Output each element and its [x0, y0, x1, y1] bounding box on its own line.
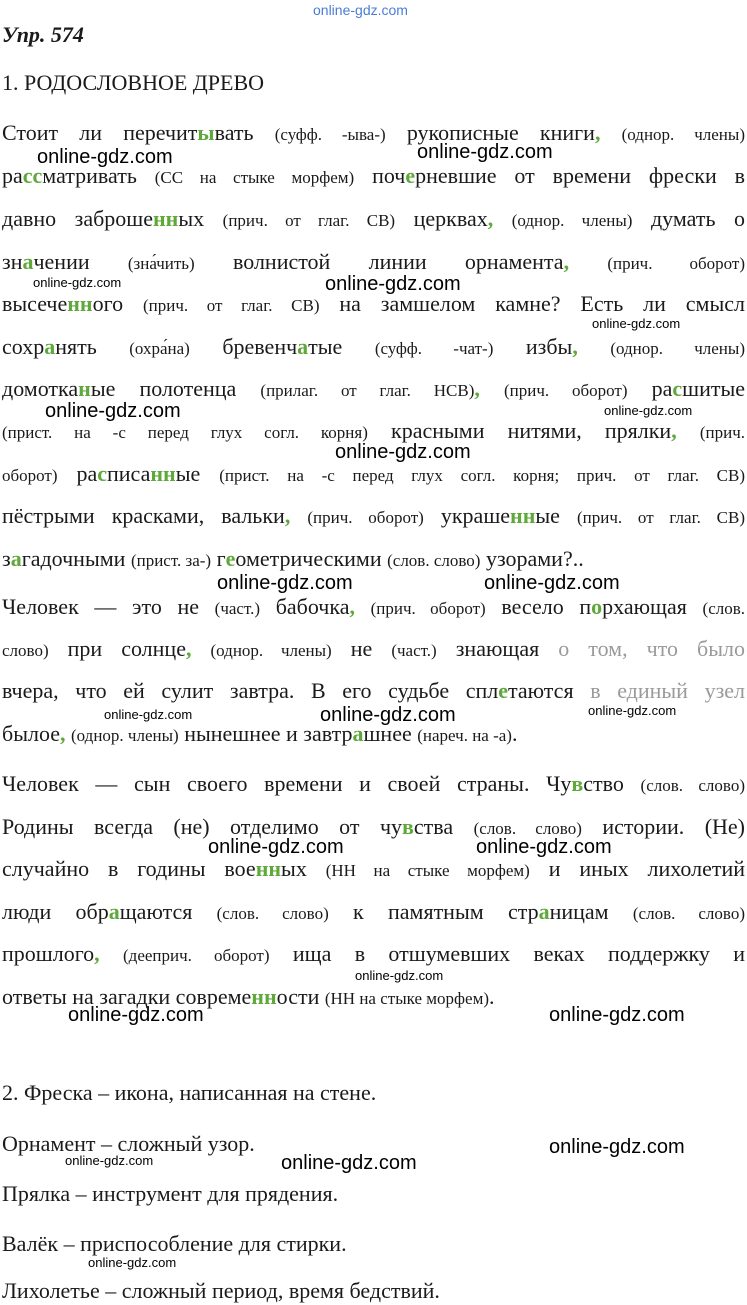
section-1-title: 1. РОДОСЛОВНОЕ ДРЕВО: [2, 70, 265, 95]
paragraph-1-line-6: сохранять (охра́на) бревенчатые (суфф. -чат-) избы, (однор. члены): [2, 334, 745, 359]
definition-hard-times: Лихолетье – сложный период, время бедствий.: [2, 1278, 440, 1303]
watermark: online-gdz.com: [604, 403, 693, 418]
paragraph-1-line-5: высеченного (прич. от глаг. СВ) на замшелом камне? Есть ли смысл: [2, 291, 745, 316]
watermark: online-gdz.com: [37, 146, 173, 168]
watermark: online-gdz.com: [335, 441, 471, 463]
watermark: online-gdz.com: [104, 707, 193, 722]
watermark: online-gdz.com: [417, 141, 553, 163]
watermark: online-gdz.com: [476, 836, 612, 858]
paragraph-2-line-4: былое, (однор. члены) нынешнее и завтрашнее (нареч. на -а).: [2, 721, 518, 746]
definition-fresco: 2. Фреска – икона, написанная на стене.: [2, 1080, 377, 1105]
paragraph-3-line-6: ответы на загадки современности (НН на стыке морфем).: [2, 984, 495, 1009]
exercise-title: Упр. 574: [2, 22, 84, 47]
paragraph-3-line-5: прошлого, (дееприч. оборот) ища в отшумевших веках поддержку и: [2, 941, 745, 966]
paragraph-3-line-4: люди обращаются (слов. слово) к памятным страницам (слов. слово): [2, 899, 745, 924]
watermark: online-gdz.com: [68, 1004, 204, 1026]
watermark: online-gdz.com: [65, 1153, 154, 1168]
watermark: online-gdz.com: [484, 572, 620, 594]
definition-spinning-wheel: Прялка – инструмент для прядения.: [2, 1181, 339, 1206]
paragraph-1-line-9: оборот) расписанные (прист. на -с перед глух согл. корня; прич. от глаг. СВ): [2, 461, 746, 486]
watermark: online-gdz.com: [33, 275, 122, 290]
paragraph-2-line-1: Человек — это не (част.) бабочка, (прич. оборот) весело порхающая (слов.: [2, 594, 745, 619]
paragraph-1-line-4: значении (зна́чить) волнистой линии орнамента, (прич. оборот): [2, 249, 746, 274]
watermark: online-gdz.com: [592, 316, 681, 331]
watermark: online-gdz.com: [549, 1136, 685, 1158]
paragraph-3-line-2: Родины всегда (не) отделимо от чувства (слов. слово) истории. (Не): [2, 814, 746, 839]
watermark: online-gdz.com: [320, 704, 456, 726]
paragraph-3-line-3: случайно в годины военных (НН на стыке морфем) и иных лихолетий: [2, 856, 746, 881]
paragraph-1-line-8: (прист. на -с перед глух согл. корня) красными нитями, прялки, (прич.: [2, 418, 745, 443]
paragraph-2-line-3: вчера, что ей сулит завтра. В его судьбе сплетаются в единый узел: [2, 678, 746, 703]
definition-ornament: Орнамент – сложный узор.: [2, 1131, 255, 1156]
paragraph-2-line-2: слово) при солнце, (однор. члены) не (част.) знающая о том, что было: [2, 636, 745, 661]
watermark: online-gdz.com: [325, 273, 461, 295]
paragraph-1-line-2: рассматривать (СС на стыке морфем) почерневшие от времени фрески в: [2, 163, 746, 188]
watermark: online-gdz.com: [281, 1152, 417, 1174]
watermark: online-gdz.com: [355, 968, 444, 983]
watermark: online-gdz.com: [45, 400, 181, 422]
watermark: online-gdz.com: [208, 836, 344, 858]
paragraph-1-line-3: давно заброшенных (прич. от глаг. СВ) церквах, (однор. члены) думать о: [2, 206, 745, 231]
definition-beetle: Валёк – приспособление для стирки.: [2, 1231, 347, 1256]
watermark: online-gdz.com: [217, 572, 353, 594]
watermark: online-gdz.com: [88, 1255, 177, 1270]
paragraph-1-line-10: пёстрыми красками, вальки, (прич. оборот) украшенные (прич. от глаг. СВ): [2, 503, 745, 528]
paragraph-3-line-1: Человек — сын своего времени и своей страны. Чувство (слов. слово): [2, 771, 745, 796]
watermark-top: online-gdz.com: [313, 2, 408, 18]
paragraph-1-line-7: домотканые полотенца (прилаг. от глаг. НСВ), (прич. оборот) расшитые: [2, 376, 745, 401]
paragraph-1-line-1: Стоит ли перечитывать (суфф. -ыва-) рукописные книги, (однор. члены): [2, 120, 745, 145]
paragraph-1-line-11: загадочными (прист. за-) геометрическими (слов. слово) узорами?..: [2, 546, 584, 571]
watermark: online-gdz.com: [549, 1004, 685, 1026]
watermark: online-gdz.com: [588, 703, 677, 718]
